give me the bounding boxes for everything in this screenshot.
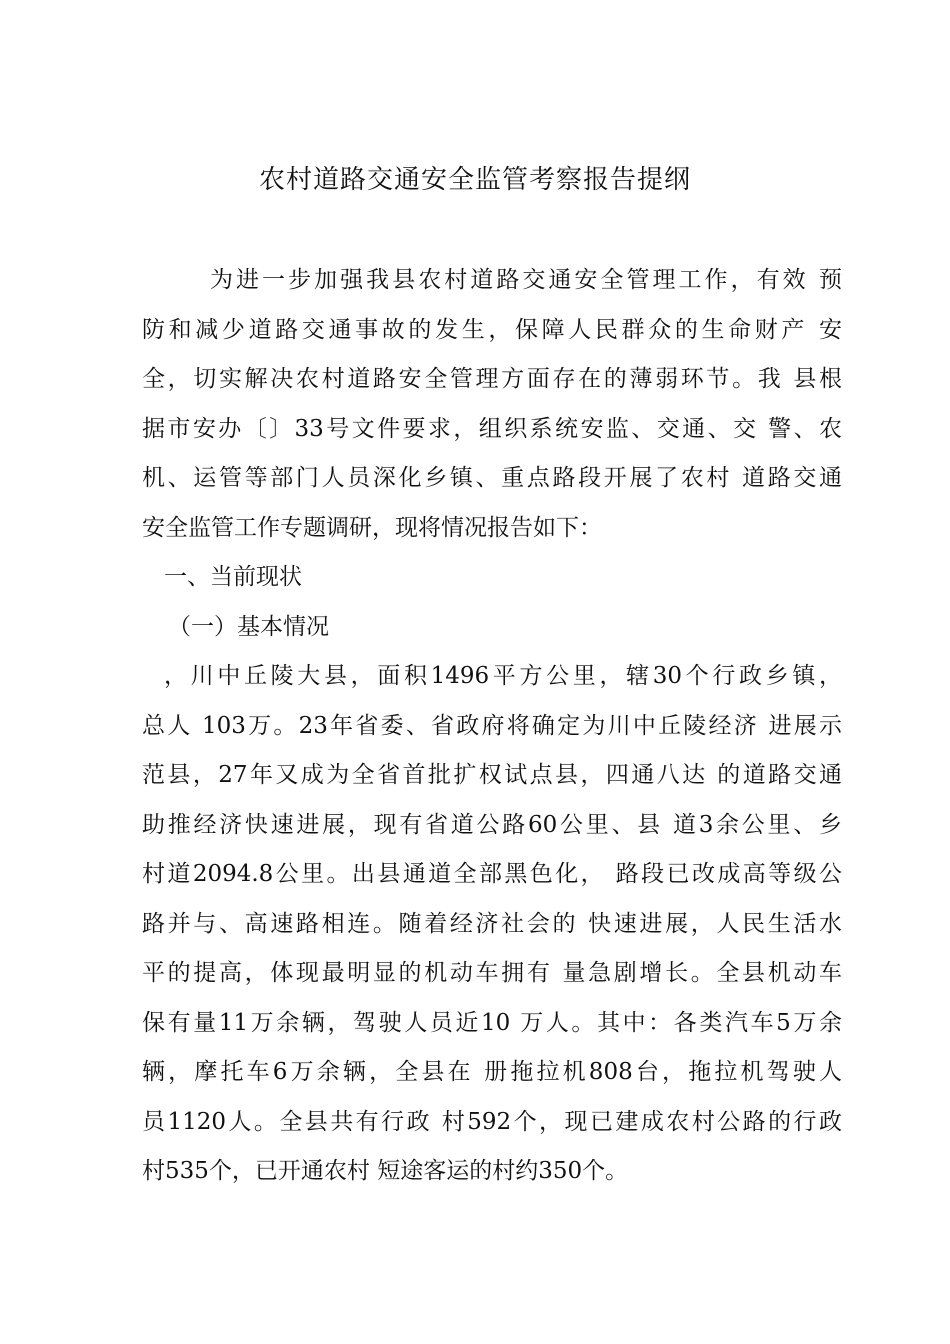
intro-line: 为进一步加强我县农村道路交通安全管理工作，有效 预 <box>210 267 842 293</box>
body-line: 员1120人。全县共有行政 村592个，现已建成农村公路的行政 <box>142 1108 842 1135</box>
document-title: 农村道路交通安全监管考察报告提纲 <box>258 165 691 195</box>
body-line: 辆，摩托车6万余辆，全县在 册拖拉机808台，拖拉机驾驶人 <box>142 1059 842 1085</box>
intro-line: 安全监管工作专题调研，现将情况报告如下： <box>142 514 602 541</box>
intro-line: 防和减少道路交通事故的发生，保障人民群众的生命财产 安 <box>142 316 842 343</box>
subsection-heading: （一）基本情况 <box>168 613 329 640</box>
intro-line: 据市安办〔〕33号文件要求，组织系统安监、交通、交 警、农 <box>142 415 842 442</box>
body-line: 平的提高，体现最明显的机动车拥有 量急剧增长。全县机动车 <box>142 960 842 986</box>
body-line: 保有量11万余辆，驾驶人员近10 万人。其中：各类汽车5万余 <box>142 1009 842 1036</box>
body-line: ，川中丘陵大县，面积1496平方公里，辖30个行政乡镇， <box>164 663 842 689</box>
body-line: 村535个，已开通农村 短途客运的村约350个。 <box>142 1158 629 1184</box>
body-line: 路并与、高速路相连。随着经济社会的 快速进展，人民生活水 <box>142 910 842 937</box>
document-body <box>142 256 842 1197</box>
body-line: 总人 103万。23年省委、省政府将确定为川中丘陵经济 进展示 <box>142 712 842 739</box>
intro-line: 机、运管等部门人员深化乡镇、重点路段开展了农村 道路交通 <box>142 465 842 491</box>
intro-line: 全，切实解决农村道路安全管理方面存在的薄弱环节。我 县根 <box>142 366 842 392</box>
body-line: 村道2094.8公里。出县通道全部黑色化， 路段已改成高等级公 <box>142 861 842 887</box>
body-line: 助推经济快速进展，现有省道公路60公里、县 道3余公里、乡 <box>142 811 842 838</box>
section-heading: 一、当前现状 <box>164 564 302 590</box>
body-line: 范县，27年又成为全省首批扩权试点县，四通八达 的道路交通 <box>142 762 842 788</box>
